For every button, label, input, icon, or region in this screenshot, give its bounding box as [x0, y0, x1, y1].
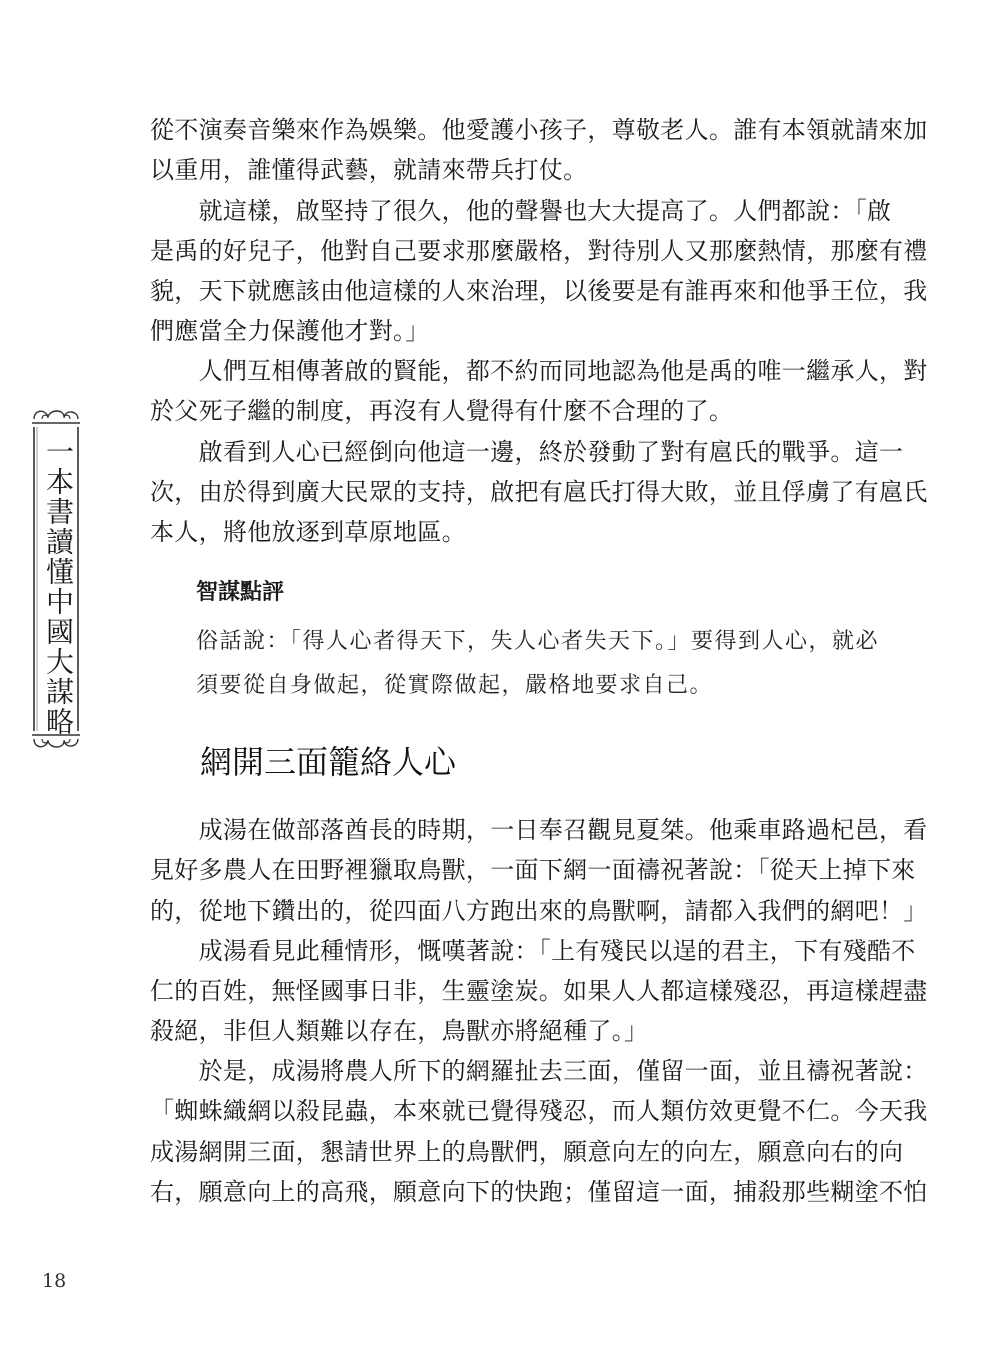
text-line: 人們互相傳著啟的賢能，都不約而同地認為他是禹的唯一繼承人，對 [150, 357, 928, 385]
text-line: 於父死子繼的制度，再沒有人覺得有什麼不合理的了。 [150, 397, 734, 425]
text-line: 次，由於得到廣大民眾的支持，啟把有扈氏打得大敗，並且俘虜了有扈氏 [150, 478, 928, 506]
text-line: 就這樣，啟堅持了很久，他的聲譽也大大提高了。人們都說：「啟 [150, 197, 892, 225]
text-line: 本人，將他放逐到草原地區。 [150, 518, 466, 546]
text-line: 見好多農人在田野裡獵取鳥獸，一面下網一面禱祝著說：「從天上掉下來 [150, 856, 916, 884]
text-line: 從不演奏音樂來作為娛樂。他愛護小孩子，尊敬老人。誰有本領就請來加 [150, 116, 928, 144]
comment-line: 俗話說：「得人心者得天下，失人心者失天下。」要得到人心，就必 [196, 629, 880, 654]
text-line: 成湯看見此種情形，慨嘆著說：「上有殘民以逞的君主，下有殘酷不 [150, 937, 916, 965]
text-line: 以重用，誰懂得武藝，就請來帶兵打仗。 [150, 156, 588, 184]
book-title-vertical: 一本書讀懂中國大謀略 [42, 437, 75, 737]
comment-line: 須要從自身做起，從實際做起，嚴格地要求自己。 [196, 673, 714, 698]
text-line: 殺絕，非但人類難以存在，鳥獸亦將絕種了。」 [150, 1017, 649, 1045]
text-line: 是禹的好兒子，他對自己要求那麼嚴格，對待別人又那麼熱情，那麼有禮 [150, 237, 928, 265]
text-line: 啟看到人心已經倒向他這一邊，終於發動了對有扈氏的戰爭。這一 [150, 438, 904, 466]
text-line: 的，從地下鑽出的，從四面八方跑出來的鳥獸啊，請都入我們的網吧！」 [150, 897, 928, 925]
side-title-banner [26, 405, 86, 751]
comment-heading: 智謀點評 [196, 580, 285, 605]
page-number: 18 [42, 1270, 67, 1292]
text-line: 「蜘蛛織網以殺昆蟲，本來就已覺得殘忍，而人類仿效更覺不仁。今天我 [150, 1097, 928, 1125]
text-line: 貌，天下就應該由他這樣的人來治理，以後要是有誰再來和他爭王位，我 [150, 277, 928, 305]
section-title: 網開三面籠絡人心 [200, 743, 457, 781]
text-line: 右，願意向上的高飛，願意向下的快跑；僅留這一面，捕殺那些糊塗不怕 [150, 1178, 928, 1206]
text-line: 成湯在做部落酋長的時期，一日奉召觀見夏桀。他乘車路過杞邑，看 [150, 816, 928, 844]
text-line: 於是，成湯將農人所下的網羅扯去三面，僅留一面，並且禱祝著說： [150, 1057, 928, 1085]
text-line: 成湯網開三面，懇請世界上的鳥獸們，願意向左的向左，願意向右的向 [150, 1138, 904, 1166]
text-line: 們應當全力保護他才對。」 [150, 317, 430, 345]
text-line: 仁的百姓，無怪國事日非，生靈塗炭。如果人人都這樣殘忍，再這樣趕盡 [150, 977, 928, 1005]
